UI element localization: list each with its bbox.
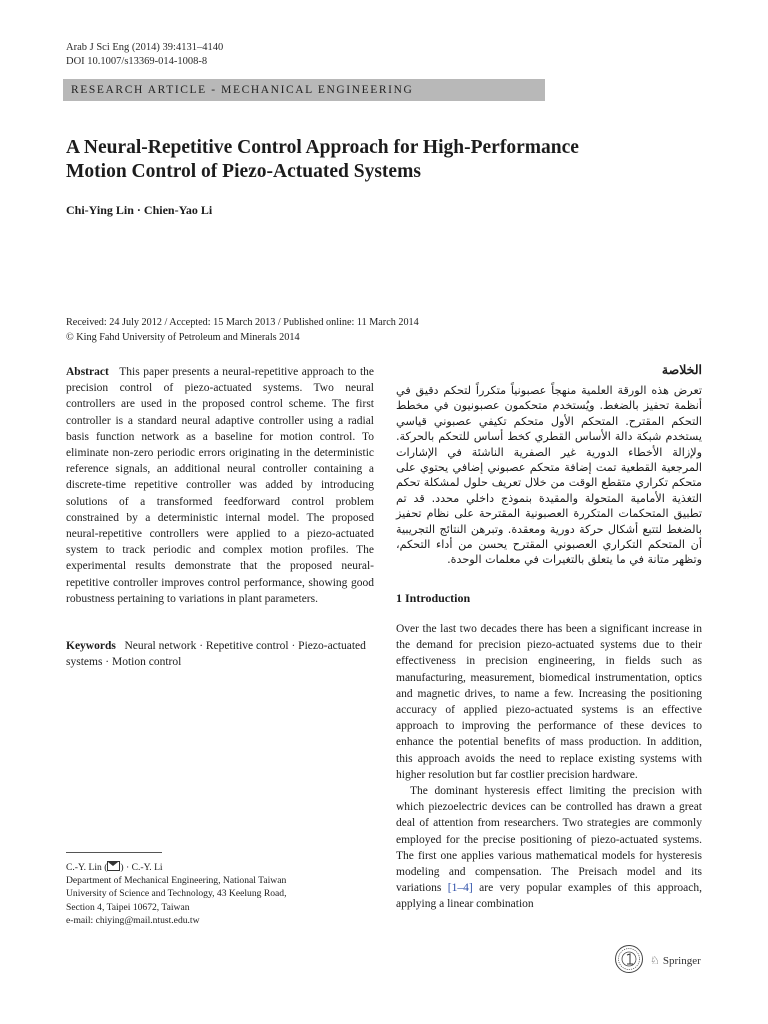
intro-paragraph-1: Over the last two decades there has been a significant increase in the demand for precision piezo-actuated systems due to their effectiveness in precision engineering, in fields such as manufacturing, measurement, biomedical instrumentation, optics and magnetic drives, to name a few. Increasing the positioning accuracy of applied piezo-actuated systems is an effective approach to improving the performance of these devices to enhance the potential benefits of mass production. In addition, this approach avoids the need to replace existing systems with higher resolution but far costlier precision hardware. bbox=[396, 623, 702, 781]
footnote-authors bbox=[66, 861, 366, 874]
intro-p2-text: The dominant hysteresis effect limiting the precision with which piezoelectric devices can be controlled has drawn a great deal of attention from researchers. Two strategies are commonly employed for the precise positioning of piezo-actuated systems. The first one applies various mathematical models for hysteresis modeling and compensation. The Preisach model and its variations bbox=[396, 785, 702, 895]
footnote-authors-prefix: C.-Y. Lin ( bbox=[66, 862, 108, 873]
envelope-icon bbox=[107, 861, 120, 871]
publication-dates bbox=[66, 316, 706, 345]
keywords bbox=[66, 638, 374, 670]
abstract bbox=[66, 364, 374, 607]
authors: Chi-Ying Lin · Chien-Yao Li bbox=[66, 203, 213, 217]
footnote-email[interactable]: e-mail: chiying@mail.ntust.edu.tw bbox=[66, 914, 200, 926]
keywords-text: Neural network · Repetitive control · Piezo-actuated systems · Motion control bbox=[66, 640, 366, 669]
journal-info bbox=[66, 41, 223, 69]
intro-paragraph-2 bbox=[396, 783, 702, 913]
footnote-divider bbox=[66, 852, 162, 853]
footnote-university: University of Science and Technology, 43 Keelung Road, bbox=[66, 888, 287, 900]
publisher-name bbox=[650, 954, 701, 967]
abstract-label: Abstract bbox=[66, 366, 109, 378]
citation-link[interactable]: [1–4] bbox=[447, 882, 473, 895]
arabic-abstract-text: تعرض هذه الورقة العلمية منهجاً عصبونياً متكرراً لتحكم دقيق في أنظمة تحفيز بالضغط. ويُستخدم متحكمون عصبونيون في مخطط التحكم المقترح. المتحكم الأول متحكم تكيفي عصبوني قياسي يستخدم شبكة دالة الأساس القطري كخط أساس للتحكم بالحركة. ولإزالة الأخطاء الدورية غير الصفرية الناشئة في الإشارات المرجعية القطعية تمت إضافة متحكم عصبوني إضافي يحتوي على متحكم تكراري متقطع الوقت من خلال تعريف حلول لمشكلة تحكم التغذية الأمامية المتحولة والمقيدة بنموذج داخلي محدد. قد تم تطبيق المتحكمات المتكررة العصبونية المقترحة على نظام تحفيز بالضغط لتتبع أشكال حركة دورية ومعقدة. وتبرهن النتائج التجريبية أن المتحكم التكراري العصبوني المقترح يحسن من أداء التحكم، وتظهر متانة في ما يتعلق بالتغيرات في معلمات الوحدة. bbox=[396, 384, 702, 567]
publisher-logo bbox=[614, 944, 714, 978]
title-line-2: Motion Control of Piezo-Actuated Systems bbox=[66, 160, 421, 182]
article-type-banner: RESEARCH ARTICLE - MECHANICAL ENGINEERING bbox=[63, 79, 545, 101]
publisher-label: Springer bbox=[662, 955, 701, 967]
arabic-abstract-heading: الخلاصة bbox=[661, 363, 702, 377]
intro-p2-text-end: are very popular examples of this approach, applying a linear combination bbox=[396, 882, 702, 911]
copyright: © King Fahd University of Petroleum and Minerals 2014 bbox=[66, 331, 300, 343]
footnote-department: Department of Mechanical Engineering, National Taiwan bbox=[66, 875, 287, 887]
springer-horse-icon: ♘ bbox=[650, 955, 660, 967]
journal-citation: Arab J Sci Eng (2014) 39:4131–4140 bbox=[66, 42, 224, 53]
footnote-authors-suffix: ) · C.-Y. Li bbox=[120, 862, 163, 873]
author-footnote bbox=[66, 861, 366, 927]
title-line-1: A Neural-Repetitive Control Approach for High-Performance bbox=[66, 137, 579, 158]
abstract-text: This paper presents a neural-repetitive approach to the precision control of piezo-actuated systems. Two neural controllers are used in the proposed control scheme. The first controller is a standard neural adaptive controller using a radial basis function network as a baseline for motion control. To eliminate non-zero periodic errors originating in the deterministic reference signals, an additional neural controller containing a discrete-time repetitive controller was added by introducing solutions of a transformed feedforward control problem constrained by a deterministic internal model. The proposed neural-repetitive controllers were applied to a piezo-actuated system to track periodic and complex motion profiles. The experimental results demonstrate that the proposed neural-repetitive controller improves control performance, showing good robustness pertaining to variations in plant parameters. bbox=[66, 366, 374, 605]
section-heading-introduction: 1 Introduction bbox=[396, 591, 471, 605]
paper-title bbox=[66, 136, 626, 183]
received-dates: Received: 24 July 2012 / Accepted: 15 March 2013 / Published online: 11 March 2014 bbox=[66, 317, 419, 328]
doi[interactable]: DOI 10.1007/s13369-014-1008-8 bbox=[66, 56, 208, 67]
footnote-address: Section 4, Taipei 10672, Taiwan bbox=[66, 901, 190, 913]
keywords-label: Keywords bbox=[66, 640, 116, 652]
seal-icon bbox=[614, 944, 644, 974]
introduction-body bbox=[396, 621, 702, 913]
